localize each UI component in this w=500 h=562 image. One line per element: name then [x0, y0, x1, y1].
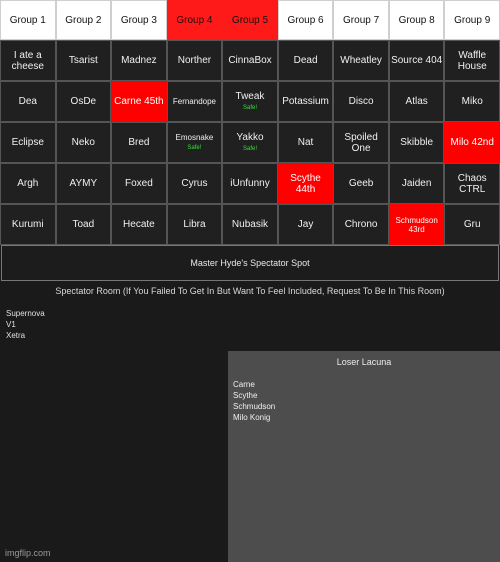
grid-cell — [222, 204, 278, 245]
contestant-name: Tsarist — [68, 55, 98, 66]
grid-cell — [167, 40, 223, 81]
contestant-name: I ate a cheese — [11, 49, 44, 72]
grid-cell — [333, 40, 389, 81]
grid-cell — [56, 204, 112, 245]
contestant-name: Libra — [183, 219, 206, 230]
grid-cell — [444, 163, 500, 204]
contestant-name: Jaiden — [401, 178, 432, 189]
grid-cell — [167, 163, 223, 204]
grid-cell — [278, 81, 334, 122]
group-header: Group 1 — [0, 0, 56, 40]
contestant-name: Waffle House — [457, 49, 487, 72]
contestant-name: Geeb — [348, 178, 374, 189]
contestant-name: Cyrus — [181, 178, 208, 189]
grid-cell — [278, 204, 334, 245]
contestant-name: Source 404 — [391, 55, 443, 66]
grid-cell — [333, 122, 389, 163]
grid-cell — [333, 204, 389, 245]
contestant-name: Hecate — [123, 219, 155, 230]
contestant-name: Schmudson 43rd — [395, 215, 438, 234]
group-header: Group 4 — [167, 0, 223, 40]
grid-cell — [222, 81, 278, 122]
contestant-name: Carne 45th — [114, 96, 164, 107]
contestant-name: Bred — [128, 137, 150, 148]
grid-cell — [389, 163, 445, 204]
list-item: Scythe — [233, 391, 258, 400]
contestant-name: AYMY — [69, 178, 98, 189]
grid-cell — [0, 122, 56, 163]
contestant-name: Miko — [461, 96, 483, 107]
contestant-name: OsDe — [70, 96, 97, 107]
watermark: imgflip.com — [5, 548, 51, 558]
contestant-name: Madnez — [121, 55, 157, 66]
safe-tag: Safe! — [187, 145, 202, 151]
grid-cell — [389, 40, 445, 81]
contestant-name: Gru — [463, 219, 481, 230]
group-header: Group 5 — [222, 0, 278, 40]
groups-grid — [0, 0, 500, 245]
contestant-name: Chrono — [344, 219, 378, 230]
grid-cell — [0, 163, 56, 204]
loser-lacuna-title: Loser Lacuna — [336, 357, 392, 367]
list-item: V1 — [6, 320, 16, 329]
loser-lacuna-list — [233, 379, 275, 423]
contestant-name: Dead — [293, 55, 318, 66]
grid-cell — [0, 40, 56, 81]
grid-cell — [444, 122, 500, 163]
group-header: Group 9 — [444, 0, 500, 40]
grid-cell — [222, 163, 278, 204]
list-item: Xetra — [6, 331, 26, 340]
grid-cell — [167, 204, 223, 245]
grid-cell — [0, 81, 56, 122]
contestant-name: Argh — [17, 178, 39, 189]
safe-tag: Safe! — [242, 105, 257, 111]
contestant-name: Scythe 44th — [290, 172, 321, 195]
grid-cell — [333, 81, 389, 122]
grid-cell — [444, 40, 500, 81]
contestant-name: Wheatley — [340, 55, 382, 66]
spectator-room-title: Spectator Room (If You Failed To Get In But Want To Feel Included, Request To Be In This Room) — [55, 286, 445, 296]
grid-cell — [167, 122, 223, 163]
grid-cell — [278, 163, 334, 204]
safe-tag: Safe! — [242, 146, 257, 152]
group-header: Group 7 — [333, 0, 389, 40]
grid-cell — [222, 40, 278, 81]
grid-cell — [56, 122, 112, 163]
list-item: Schmudson — [233, 402, 276, 411]
grid-cell — [222, 122, 278, 163]
contestant-name: Fernandope — [172, 97, 217, 106]
spectator-spot-label: Master Hyde's Spectator Spot — [190, 258, 310, 268]
spectator-spot — [1, 245, 499, 281]
grid-cell — [56, 81, 112, 122]
group-header: Group 2 — [56, 0, 112, 40]
grid-cell — [444, 81, 500, 122]
grid-cell — [333, 163, 389, 204]
grid-cell — [167, 81, 223, 122]
grid-cell — [111, 81, 167, 122]
list-item: Supernova — [6, 309, 45, 318]
contestant-name: Dea — [18, 96, 37, 107]
grid-cell — [389, 122, 445, 163]
contestant-name: Jay — [297, 219, 314, 230]
contestant-name: Foxed — [124, 178, 153, 189]
grid-cell — [278, 122, 334, 163]
grid-cell — [56, 40, 112, 81]
grid-cell — [444, 204, 500, 245]
contestant-name: Toad — [72, 219, 95, 230]
contestant-name: iUnfunny — [230, 178, 270, 189]
contestant-name: CinnaBox — [228, 55, 272, 66]
contestant-name: Emosnake — [175, 133, 214, 142]
contestant-name: Nubasik — [231, 219, 269, 230]
contestant-name: Neko — [71, 137, 95, 148]
group-header: Group 3 — [111, 0, 167, 40]
contestant-name: Yakko — [236, 132, 264, 143]
contestant-name: Eclipse — [11, 137, 44, 148]
contestant-name: Atlas — [405, 96, 428, 107]
grid-cell — [389, 204, 445, 245]
contestant-name: Chaos CTRL — [457, 172, 487, 195]
contestant-name: Skibble — [400, 137, 434, 148]
contestant-name: Milo 42nd — [450, 137, 494, 148]
group-header: Group 6 — [278, 0, 334, 40]
spectator-room-list — [6, 308, 45, 341]
grid-cell — [0, 204, 56, 245]
grid-cell — [111, 204, 167, 245]
list-item: Milo Konig — [233, 413, 271, 422]
grid-cell — [111, 40, 167, 81]
grid-cell — [111, 122, 167, 163]
contestant-name: Disco — [348, 96, 374, 107]
contestant-name: Potassium — [282, 96, 329, 107]
contestant-name: Spoiled One — [344, 131, 378, 154]
grid-cell — [111, 163, 167, 204]
loser-lacuna-box — [228, 351, 500, 562]
list-item: Carne — [233, 380, 255, 389]
contestant-name: Nat — [297, 137, 314, 148]
contestant-name: Kurumi — [11, 219, 44, 230]
contestant-name: Tweak — [235, 91, 265, 102]
grid-cell — [278, 40, 334, 81]
grid-cell — [56, 163, 112, 204]
contestant-name: Norther — [177, 55, 212, 66]
grid-cell — [389, 81, 445, 122]
group-header: Group 8 — [389, 0, 445, 40]
